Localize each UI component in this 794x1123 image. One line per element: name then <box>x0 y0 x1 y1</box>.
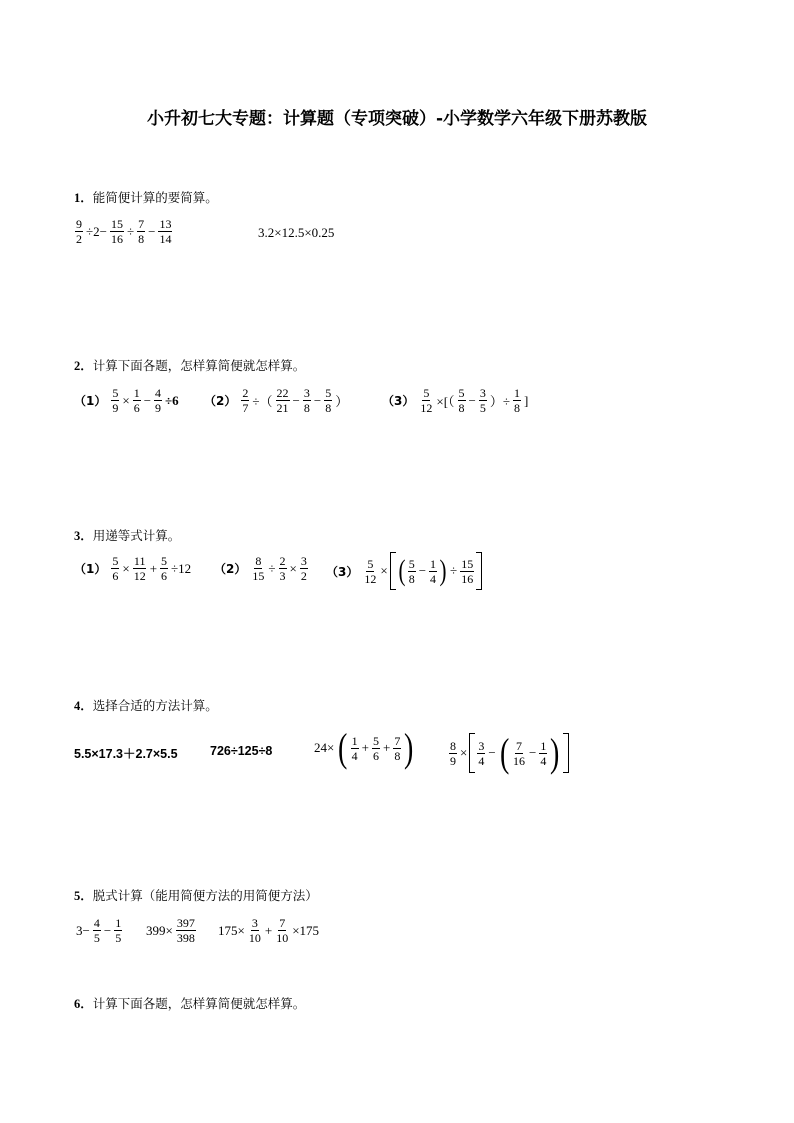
question-text: 能简便计算的要简算。 <box>92 190 218 205</box>
question-text: 脱式计算（能用简便方法的用简便方法） <box>92 888 318 903</box>
q4-expression-2: 726÷125÷8 <box>210 744 273 758</box>
q5-expression-2: 399× $\frac{397}{398}$ <box>146 916 195 945</box>
page-title: 小升初七大专题：计算题（专项突破）-小学数学六年级下册苏教版 <box>146 109 648 129</box>
question-text: 选择合适的方法计算。 <box>92 698 218 713</box>
question-4-heading <box>74 696 218 714</box>
question-number: 3． <box>74 529 93 543</box>
left-paren: ( <box>398 554 406 587</box>
question-2-heading <box>74 356 305 374</box>
left-bracket <box>390 552 396 590</box>
q2-part-2: （2） $\frac{2}{7}$ ÷（ $\frac{22}{21}$ − $\frac{3}{8}$ − $\frac{5}{8}$ ） <box>204 386 349 415</box>
q1-expression-2: 3.2×12.5×0.25 <box>258 225 335 240</box>
q5-expression-1: 3− $\frac{4}{5}$ − $\frac{1}{5}$ <box>76 916 122 945</box>
q2-part-1: （1） $\frac{5}{9}$ × $\frac{1}{6}$ − $\frac{4}{9}$ ÷6 <box>74 386 179 415</box>
question-number: 4． <box>74 699 93 713</box>
question-3-heading <box>74 526 180 544</box>
right-bracket <box>476 552 482 590</box>
left-bracket <box>469 733 475 773</box>
question-1-heading <box>74 188 218 206</box>
question-text: 计算下面各题，怎样算简便就怎样算。 <box>92 358 306 373</box>
right-bracket <box>563 733 569 773</box>
question-number: 2． <box>74 359 93 373</box>
right-paren: ) <box>404 725 414 770</box>
question-number: 6． <box>74 997 93 1011</box>
q2-part-3: （3） $\frac{5}{12}$ ×[（ $\frac{5}{8}$ − $\frac{3}{5}$ ）÷ $\frac{1}{8}$ ] <box>382 386 529 415</box>
q5-expression-3: 175× $\frac{3}{10}$ + $\frac{7}{10}$ ×175 <box>218 916 320 945</box>
q4-expression-4: $\frac{8}{9}$ × $\frac{3}{4}$ − ( $\frac{7}{16}$ − $\frac{1}{4}$ ) <box>448 733 569 773</box>
q4-expression-3: 24× ( $\frac{1}{4}$ + $\frac{5}{6}$ + $\frac{7}{8}$ ) <box>314 725 414 770</box>
fraction: $\frac{7}{8}$ <box>138 217 145 246</box>
question-6-heading <box>74 994 305 1012</box>
question-5-heading <box>74 886 318 904</box>
left-paren: ( <box>338 725 348 770</box>
question-number: 5． <box>74 889 93 903</box>
q4-expression-1: 5.5×17.3＋2.7×5.5 <box>74 747 178 761</box>
left-paren: ( <box>499 730 510 775</box>
right-paren: ) <box>439 554 447 587</box>
q1-expression-1: $\frac{9}{2}$ ÷2− $\frac{15}{16}$ ÷ $\frac{7}{8}$ − $\frac{13}{14}$ <box>76 217 172 246</box>
right-paren: ) <box>550 730 560 775</box>
fraction: $\frac{15}{16}$ <box>110 217 123 246</box>
question-number: 1． <box>74 191 93 205</box>
fraction: $\frac{13}{14}$ <box>159 217 172 246</box>
q3-part-1: （1） $\frac{5}{6}$ × $\frac{11}{12}$ + $\frac{5}{6}$ ÷12 <box>74 554 192 583</box>
fraction: $\frac{9}{2}$ <box>76 217 82 246</box>
question-text: 用递等式计算。 <box>92 528 181 543</box>
q3-part-3: （3） $\frac{5}{12}$ × ( $\frac{5}{8}$ − $\frac{1}{4}$ ) ÷ $\frac{15}{16}$ <box>326 552 482 590</box>
question-text: 计算下面各题，怎样算简便就怎样算。 <box>92 996 306 1011</box>
q3-part-2: （2） $\frac{8}{15}$ ÷ $\frac{2}{3}$ × $\frac{3}{2}$ <box>214 554 307 583</box>
